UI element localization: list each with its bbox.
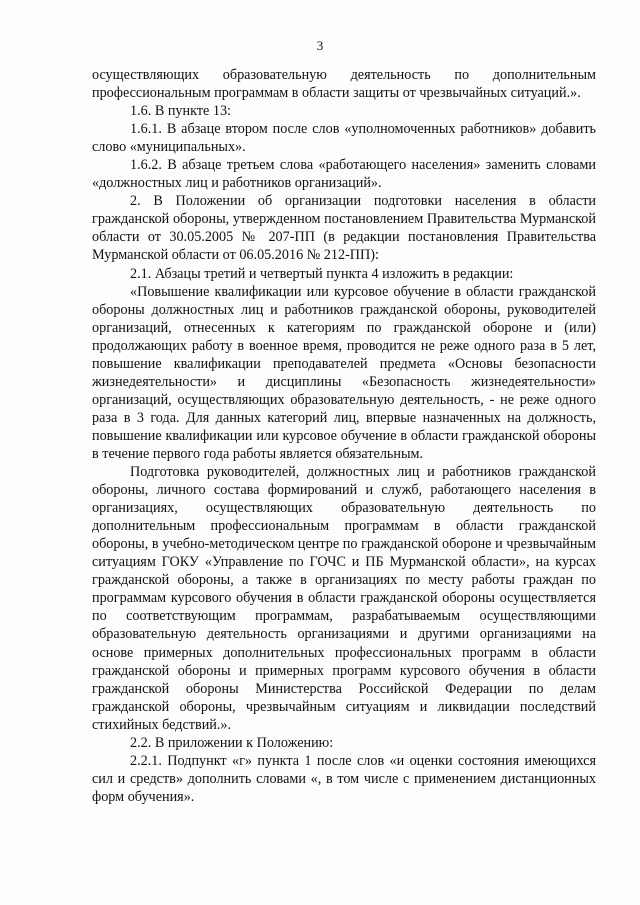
document-body (92, 66, 596, 806)
paragraph-1-6: 1.6. В пункте 13: (130, 103, 231, 120)
paragraph-continuation: осуществляющих образовательную деятельность по дополнительным профессиональным программам в области защиты от чрезвычайных ситуаций.». (92, 67, 596, 102)
paragraph-2: 2. В Положении об организации подготовки населения в области гражданской обороны, утвержденном постановлением Правительства Мурманской области от 30.05.2005 № 207-ПП (в редакции постановления Правительства Мурманской области от 06.05.2016 № 212-ПП): (92, 193, 596, 264)
paragraph-quote-1: «Повышение квалификации или курсовое обучение в области гражданской обороны должностных лиц и работников гражданской обороны, руководителей организаций, отнесенных к категориям по гражданской обороне и (или) продолжающих работу в военное время, проводится не реже одного раза в 5 лет, повышение квалификации преподавателей предмета «Основы безопасности жизнедеятельности» и дисциплины «Безопасность жизнедеятельности» организаций, осуществляющих образовательную деятельность, - не реже одного раза в 3 года. Для данных категорий лиц, впервые назначенных на должность, повышение квалификации или курсовое обучение в области гражданской обороны в течение первого года работы является обязательным. (92, 283, 596, 462)
paragraph-1-6-1: 1.6.1. В абзаце втором после слов «уполномоченных работников» добавить слово «муниципальных». (92, 121, 596, 156)
paragraph-2-2: 2.2. В приложении к Положению: (130, 734, 334, 751)
paragraph-2-1: 2.1. Абзацы третий и четвертый пункта 4 изложить в редакции: (130, 265, 514, 282)
page-number: 3 (316, 38, 324, 53)
paragraph-quote-2: Подготовка руководителей, должностных лиц и работников гражданской обороны, личного состава формирований и служб, работающего населения в организациях, осуществляющих образовательную деятельность по дополнительным профессиональным программам в области гражданской обороны, в учебно-методическом центре по гражданской обороне и чрезвычайным ситуациям ГОКУ «Управление по ГОЧС и ПБ Мурманской области», на курсах гражданской обороны, а также в организациях по месту работы граждан по программам курсового обучения в области гражданской обороны осуществляется по соответствующим программам, разрабатываемым осуществляющими образовательную деятельность организациями и другими организациями на основе примерных дополнительных профессиональных программ в области гражданской обороны и примерных программ курсового обучения в области гражданской обороны Министерства Российской Федерации по делам гражданской обороны, чрезвычайным ситуациям и ликвидации последствий стихийных бедствий.». (92, 464, 596, 733)
paragraph-2-2-1: 2.2.1. Подпункт «г» пункта 1 после слов «и оценки состояния имеющихся сил и средств» дополнить словами «, в том числе с применением дистанционных форм обучения». (92, 752, 596, 805)
paragraph-1-6-2: 1.6.2. В абзаце третьем слова «работающего населения» заменить словами «должностных лиц и работников организаций». (92, 157, 596, 192)
